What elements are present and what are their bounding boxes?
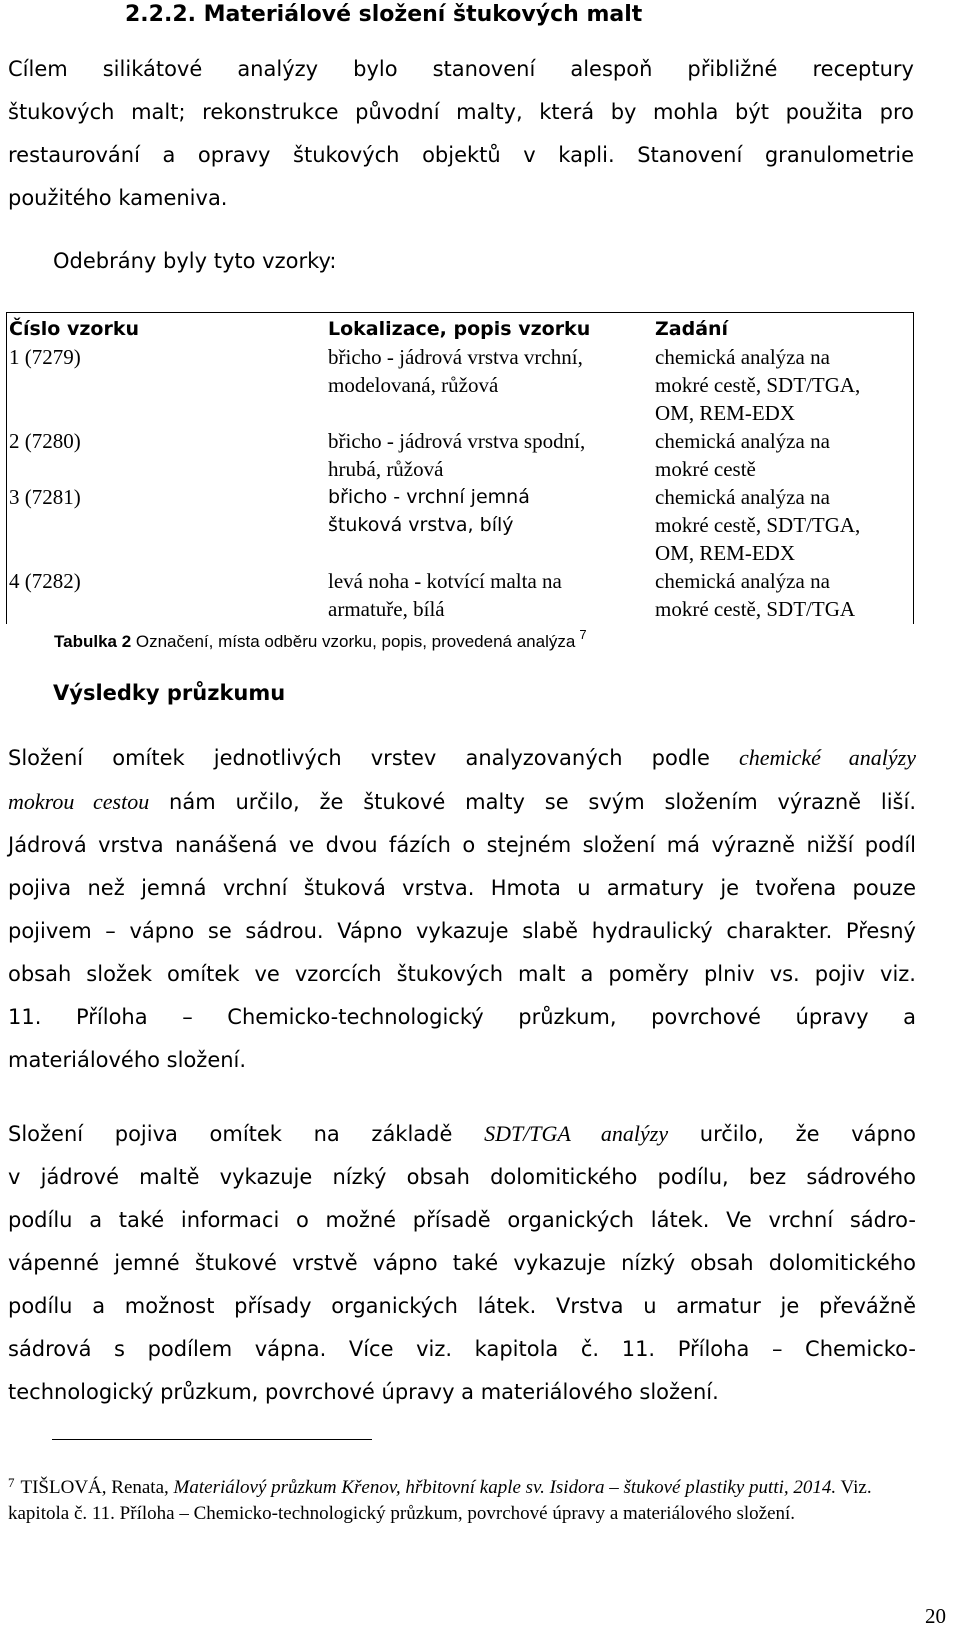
location-line: hrubá, růžová [328, 457, 444, 481]
intro-line: použitého kameniva. [8, 186, 228, 210]
sample-location [328, 567, 658, 623]
task-line: mokré cestě [655, 457, 756, 481]
intro-line: Cílem silikátové analýzy bylo stanovení alespoň přibližné receptury [8, 57, 914, 81]
sample-id: 2 (7280) [9, 429, 81, 453]
footnote [8, 1470, 908, 1527]
caption-text: Označení, místa odběru vzorku, popis, provedená analýza [131, 632, 576, 651]
section-heading: 2.2.2. Materiálové složení štukových malt [125, 2, 643, 27]
text-run: nám určilo, že štukové malty se svým složením výrazně liší. [149, 790, 916, 814]
text-run: Složení omítek jednotlivých vrstev analyzovaných podle [8, 746, 740, 770]
footnote-separator [52, 1439, 372, 1440]
samples-table [6, 312, 914, 624]
sample-location [328, 483, 658, 539]
footnote-rest: Viz. kapitola č. 11. Příloha – Chemicko-technologický průzkum, povrchové úpravy a materiálového složení. [8, 1477, 872, 1524]
text-run: určilo, že vápno [668, 1122, 916, 1146]
location-line: štuková vrstva, bílý [328, 514, 514, 536]
task-line: OM, REM-EDX [655, 401, 795, 425]
results-paragraph-2 [8, 1112, 916, 1414]
samples-note: Odebrány byly tyto vzorky: [53, 249, 337, 273]
emphasis-text: SDT/TGA analýzy [484, 1121, 669, 1146]
caption-label: Tabulka 2 [54, 632, 132, 651]
sample-task [655, 343, 917, 427]
intro-line: restaurování a opravy štukových objektů v kapli. Stanovení granulometrie [8, 143, 914, 167]
emphasis-text: mokrou cestou [8, 789, 150, 814]
intro-line: štukových malt; rekonstrukce původní malty, která by mohla být použita pro [8, 100, 914, 124]
paragraph-line: Jádrová vrstva nanášená ve dvou fázích o stejném složení má výrazně nižší podíl [8, 833, 916, 857]
paragraph-line [8, 780, 916, 824]
header-cell: Zadání [655, 318, 729, 340]
task-line: chemická analýza na [655, 569, 830, 593]
footnote-number: 7 [8, 1475, 15, 1490]
paragraph-line: pojiva než jemná vrchní štuková vrstva. Hmota u armatury je tvořena pouze [8, 876, 916, 900]
location-line: břicho - vrchní jemná [328, 486, 530, 508]
paragraph-line: vápenné jemné štukové vrstvě vápno také vykazuje nízký obsah dolomitického [8, 1251, 916, 1275]
location-line: armatuře, bílá [328, 597, 445, 621]
paragraph-line: obsah složek omítek ve vzorcích štukových malt a poměry plniv vs. pojiv viz. [8, 962, 916, 986]
paragraph-line: pojivem – vápno se sádrou. Vápno vykazuje slabě hydraulický charakter. Přesný [8, 919, 916, 943]
paragraph-line: materiálového složení. [8, 1048, 247, 1072]
task-line: mokré cestě, SDT/TGA [655, 597, 856, 621]
sample-task [655, 427, 917, 483]
header-cell: Lokalizace, popis vzorku [328, 318, 591, 340]
paragraph-line: podílu a také informaci o možné přísadě organických látek. Ve vrchní sádro- [8, 1208, 916, 1232]
emphasis-text: chemické analýzy [739, 745, 916, 770]
sample-id: 1 (7279) [9, 345, 81, 369]
table-caption [54, 627, 587, 652]
location-line: břicho - jádrová vrstva vrchní, [328, 345, 583, 369]
task-line: mokré cestě, SDT/TGA, [655, 373, 861, 397]
text-run: Složení pojiva omítek na základě [8, 1122, 485, 1146]
sample-location [328, 427, 658, 483]
paragraph-line: 11. Příloha – Chemicko-technologický průzkum, povrchové úpravy a [8, 1005, 916, 1029]
intro-paragraph [8, 48, 914, 220]
sample-task [655, 483, 917, 567]
results-heading: Výsledky průzkumu [53, 681, 286, 705]
header-cell: Číslo vzorku [9, 318, 139, 340]
sample-id: 3 (7281) [9, 485, 81, 509]
task-line: OM, REM-EDX [655, 541, 795, 565]
footnote-ref: 7 [579, 627, 587, 642]
footnote-title: Materiálový průzkum Křenov, hřbitovní kaple sv. Isidora – štukové plastiky putti, 2014. [173, 1477, 837, 1498]
task-line: chemická analýza na [655, 429, 830, 453]
sample-id: 4 (7282) [9, 569, 81, 593]
paragraph-line: sádrová s podílem vápna. Více viz. kapitola č. 11. Příloha – Chemicko- [8, 1337, 916, 1361]
page-number: 20 [925, 1604, 946, 1628]
sample-task [655, 567, 917, 623]
task-line: mokré cestě, SDT/TGA, [655, 513, 861, 537]
paragraph-line: podílu a možnost přísady organických látek. Vrstva u armatur je převážně [8, 1294, 916, 1318]
location-line: levá noha - kotvící malta na [328, 569, 562, 593]
paragraph-line [8, 1112, 916, 1156]
paragraph-line [8, 736, 916, 780]
location-line: břicho - jádrová vrstva spodní, [328, 429, 586, 453]
sample-location [328, 343, 658, 399]
location-line: modelovaná, růžová [328, 373, 499, 397]
footnote-author: TIŠLOVÁ, Renata, [20, 1477, 174, 1498]
task-line: chemická analýza na [655, 345, 830, 369]
paragraph-line: v jádrové maltě vykazuje nízký obsah dolomitického podílu, bez sádrového [8, 1165, 916, 1189]
task-line: chemická analýza na [655, 485, 830, 509]
results-paragraph [8, 736, 916, 1082]
paragraph-line: technologický průzkum, povrchové úpravy a materiálového složení. [8, 1380, 719, 1404]
